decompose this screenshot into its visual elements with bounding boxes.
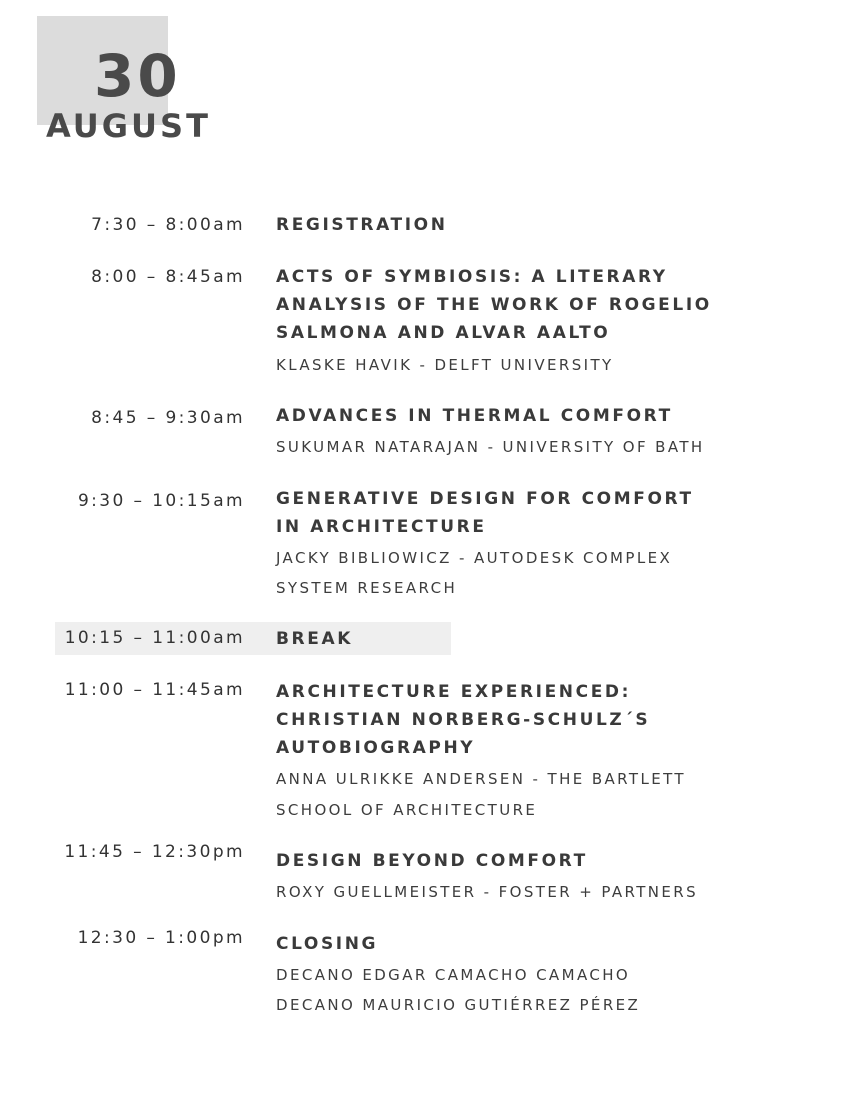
session-time: 11:45 – 12:30pm: [64, 842, 245, 862]
session-time: 11:00 – 11:45am: [64, 680, 245, 700]
session-title-line: ACTS OF SYMBIOSIS: A LITERARY: [276, 267, 668, 287]
session-speaker-line: JACKY BIBLIOWICZ - AUTODESK COMPLEX: [276, 549, 673, 567]
session-speaker-line: KLASKE HAVIK - DELFT UNIVERSITY: [276, 356, 614, 374]
session-title-line: BREAK: [276, 629, 353, 649]
session-speaker-line: SYSTEM RESEARCH: [276, 579, 458, 597]
session-time: 7:30 – 8:00am: [91, 215, 245, 235]
session-title-line: ANALYSIS OF THE WORK OF ROGELIO: [276, 295, 712, 315]
session-title-line: DESIGN BEYOND COMFORT: [276, 851, 588, 871]
session-title-line: CLOSING: [276, 934, 379, 954]
session-time: 9:30 – 10:15am: [77, 491, 245, 511]
session-time: 12:30 – 1:00pm: [77, 928, 245, 948]
session-title-line: IN ARCHITECTURE: [276, 517, 487, 537]
session-speaker-line: DECANO MAURICIO GUTIÉRREZ PÉREZ: [276, 996, 641, 1014]
session-speaker-line: SUKUMAR NATARAJAN - UNIVERSITY OF BATH: [276, 438, 705, 456]
session-title-line: ADVANCES IN THERMAL COMFORT: [276, 406, 673, 426]
session-title-line: ARCHITECTURE EXPERIENCED:: [276, 682, 632, 702]
session-time: 8:45 – 9:30am: [91, 408, 245, 428]
session-speaker-line: SCHOOL OF ARCHITECTURE: [276, 801, 538, 819]
session-speaker-line: ROXY GUELLMEISTER - FOSTER + PARTNERS: [276, 883, 699, 901]
session-speaker-line: DECANO EDGAR CAMACHO CAMACHO: [276, 966, 631, 984]
session-time: 10:15 – 11:00am: [64, 628, 245, 648]
session-title-line: GENERATIVE DESIGN FOR COMFORT: [276, 489, 694, 509]
date-month: AUGUST: [46, 107, 211, 145]
date-day: 30: [94, 42, 181, 110]
session-title-line: AUTOBIOGRAPHY: [276, 738, 476, 758]
session-title-line: REGISTRATION: [276, 215, 448, 235]
session-title-line: SALMONA AND ALVAR AALTO: [276, 323, 611, 343]
session-speaker-line: ANNA ULRIKKE ANDERSEN - THE BARTLETT: [276, 770, 686, 788]
session-title-line: CHRISTIAN NORBERG-SCHULZ´S: [276, 710, 651, 730]
session-time: 8:00 – 8:45am: [91, 267, 245, 287]
